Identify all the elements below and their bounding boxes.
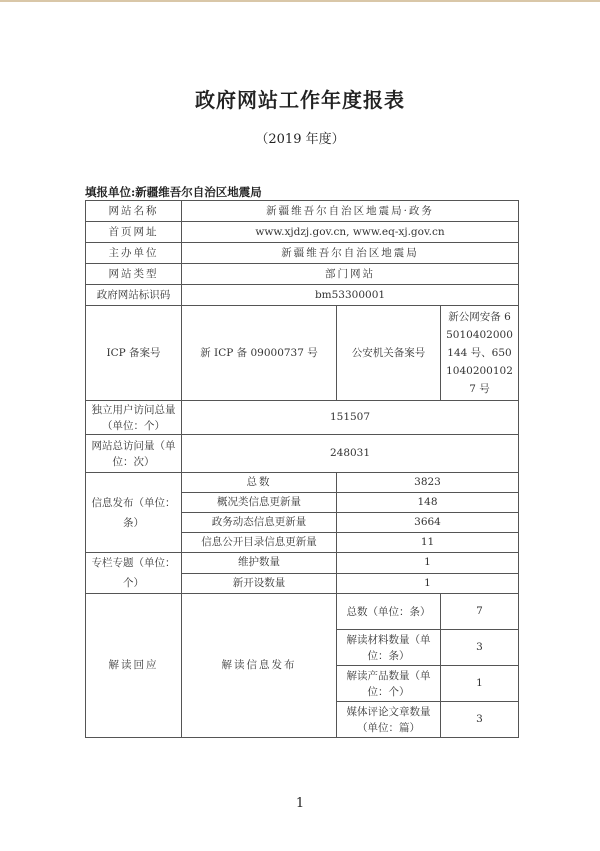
cell-value: 新 ICP 备 09000737 号 [182, 306, 337, 401]
report-table [85, 200, 519, 738]
cell-value: 151507 [182, 401, 519, 435]
cell-label: 维护数量 [182, 553, 337, 574]
cell-value: 148 [337, 493, 519, 513]
cell-label: 独立用户访问总量（单位：个） [86, 401, 182, 435]
cell-label: 总数（单位：条） [337, 594, 441, 630]
cell-label: 主办单位 [86, 243, 182, 264]
page-number: 1 [295, 796, 305, 811]
cell-label: 媒体评论文章数量（单位：篇） [337, 702, 441, 738]
cell-value: 248031 [182, 435, 519, 473]
cell-label: 公安机关备案号 [337, 306, 441, 401]
cell-value: 3 [441, 702, 519, 738]
cell-value: 1 [337, 573, 519, 594]
cell-label: 新开设数量 [182, 573, 337, 594]
cell-label: 政府网站标识码 [86, 285, 182, 306]
table-row [86, 306, 519, 401]
table-row [86, 553, 519, 574]
cell-value: 新疆维吾尔自治区地震局 [182, 243, 519, 264]
cell-label: 首页网址 [86, 222, 182, 243]
table-row [86, 401, 519, 435]
reporting-unit: 填报单位:新疆维吾尔自治区地震局 [85, 185, 262, 199]
cell-value: 新公网安备 65010402000144 号、65010402001027 号 [441, 306, 519, 401]
table-row [86, 264, 519, 285]
cell-value: 部门网站 [182, 264, 519, 285]
page-subtitle: （2019 年度） [255, 132, 345, 147]
cell-label: 网站总访问量（单位：次） [86, 435, 182, 473]
table-row [86, 594, 519, 630]
cell-label: 解读回应 [86, 594, 182, 738]
cell-value: 1 [441, 666, 519, 702]
cell-value: 1 [337, 553, 519, 574]
cell-value: 3 [441, 630, 519, 666]
cell-value: 11 [337, 533, 519, 553]
page-title: 政府网站工作年度报表 [195, 88, 405, 112]
cell-label: 总数 [182, 473, 337, 493]
cell-value: 新疆维吾尔自治区地震局·政务 [182, 201, 519, 222]
cell-label: 解读信息发布 [182, 594, 337, 738]
cell-value: 3664 [337, 513, 519, 533]
table-row [86, 285, 519, 306]
top-border-line [0, 0, 600, 2]
cell-label: 信息公开目录信息更新量 [182, 533, 337, 553]
cell-value: www.xjdzj.gov.cn, www.eq-xj.gov.cn [182, 222, 519, 243]
table-row [86, 243, 519, 264]
cell-label: 解读材料数量（单位：条） [337, 630, 441, 666]
table-row [86, 473, 519, 493]
cell-label: 网站名称 [86, 201, 182, 222]
table-row [86, 435, 519, 473]
cell-label: ICP 备案号 [86, 306, 182, 401]
cell-label: 专栏专题（单位：个） [86, 553, 182, 594]
table-row [86, 222, 519, 243]
table-row [86, 201, 519, 222]
cell-label: 概况类信息更新量 [182, 493, 337, 513]
cell-value: 3823 [337, 473, 519, 493]
cell-value: bm53300001 [182, 285, 519, 306]
cell-value: 7 [441, 594, 519, 630]
cell-label: 网站类型 [86, 264, 182, 285]
cell-label: 政务动态信息更新量 [182, 513, 337, 533]
cell-label: 解读产品数量（单位：个） [337, 666, 441, 702]
cell-label: 信息发布（单位：条） [86, 473, 182, 553]
